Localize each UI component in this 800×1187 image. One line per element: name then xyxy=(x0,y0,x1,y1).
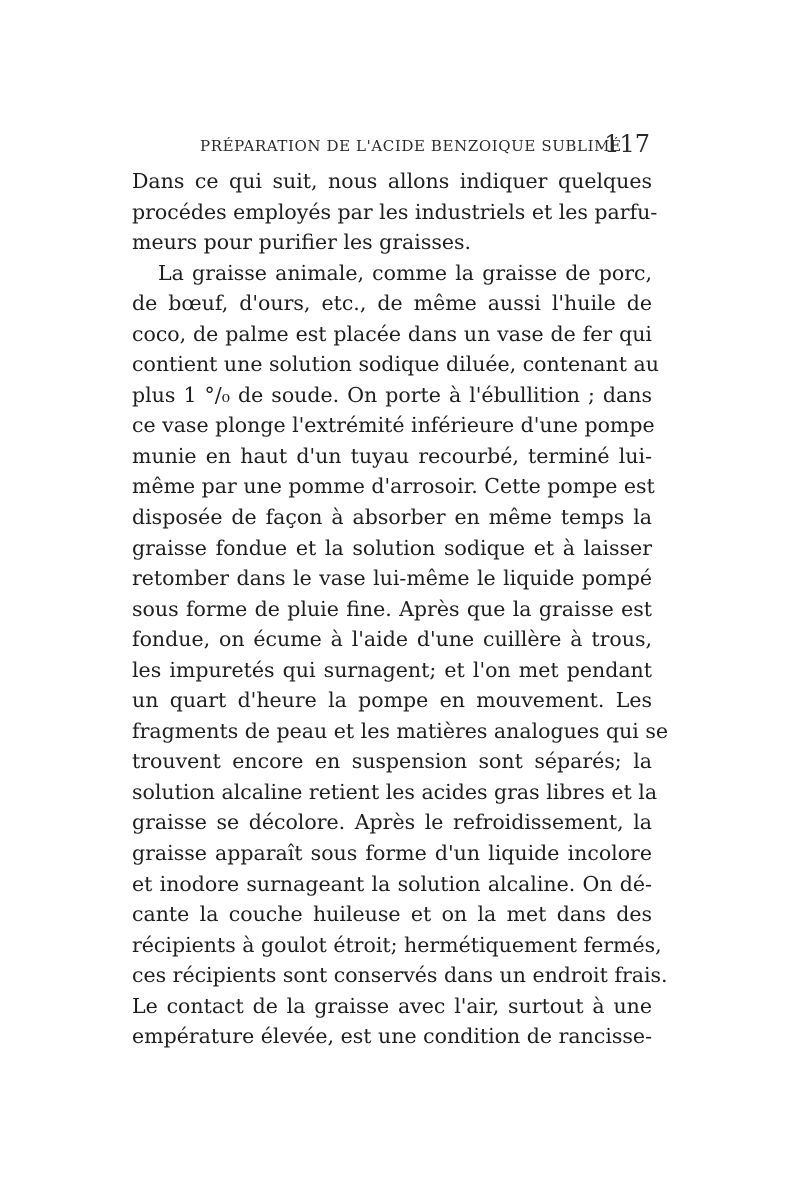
text-line: récipients à goulot étroit; hermétiquement fermés, xyxy=(132,932,662,957)
text-line: meurs pour purifier les graisses. xyxy=(132,230,472,255)
text-line: ces récipients sont conservés dans un endroit frais. xyxy=(132,963,668,988)
text-line: graisse apparaît sous forme d'un liquide incolore xyxy=(132,841,652,866)
text-line: trouvent encore en suspension sont séparés; la xyxy=(132,749,652,774)
text-line: coco, de palme est placée dans un vase de fer qui xyxy=(132,321,652,346)
text-line: plus 1 °/₀ de soude. On porte à l'ébullition ; dans xyxy=(132,382,652,407)
text-line: et inodore surnageant la solution alcaline. On dé- xyxy=(132,871,652,896)
text-line: sous forme de pluie fine. Après que la graisse est xyxy=(132,596,652,621)
text-line: fragments de peau et les matières analogues qui se xyxy=(132,718,669,743)
text-line: graisse se décolore. Après le refroidissement, la xyxy=(132,810,652,835)
text-line: Le contact de la graisse avec l'air, surtout à une xyxy=(132,993,652,1018)
text-line: procédes employés par les industriels et les parfu- xyxy=(132,199,658,224)
text-line: graisse fondue et la solution sodique et à laisser xyxy=(132,535,652,560)
text-line: de bœuf, d'ours, etc., de même aussi l'huile de xyxy=(132,291,652,316)
text-line: empérature élevée, est une condition de rancisse- xyxy=(132,1024,652,1049)
text-line: contient une solution sodique diluée, contenant au xyxy=(132,352,659,377)
text-line: munie en haut d'un tuyau recourbé, terminé lui- xyxy=(132,443,652,468)
text-line: La graisse animale, comme la graisse de porc, xyxy=(158,260,652,285)
page-number: 117 xyxy=(604,130,650,158)
body-text xyxy=(132,166,669,1052)
text-line: retomber dans le vase lui-même le liquide pompé xyxy=(132,566,652,591)
text-line: un quart d'heure la pompe en mouvement. Les xyxy=(132,688,652,713)
page-header xyxy=(200,130,650,160)
text-line: solution alcaline retient les acides gras libres et la xyxy=(132,779,658,804)
running-title: PRÉPARATION DE L'ACIDE BENZOIQUE SUBLIMÉ xyxy=(200,137,622,155)
text-line: cante la couche huileuse et on la met dans des xyxy=(132,902,652,927)
text-line: disposée de façon à absorber en même temps la xyxy=(132,505,652,530)
text-line: ce vase plonge l'extrémité inférieure d'une pompe xyxy=(132,413,655,438)
text-line: fondue, on écume à l'aide d'une cuillère à trous, xyxy=(132,627,652,652)
text-line: même par une pomme d'arrosoir. Cette pompe est xyxy=(132,474,655,499)
text-line: les impuretés qui surnagent; et l'on met pendant xyxy=(132,657,652,682)
text-line: Dans ce qui suit, nous allons indiquer quelques xyxy=(132,169,652,193)
